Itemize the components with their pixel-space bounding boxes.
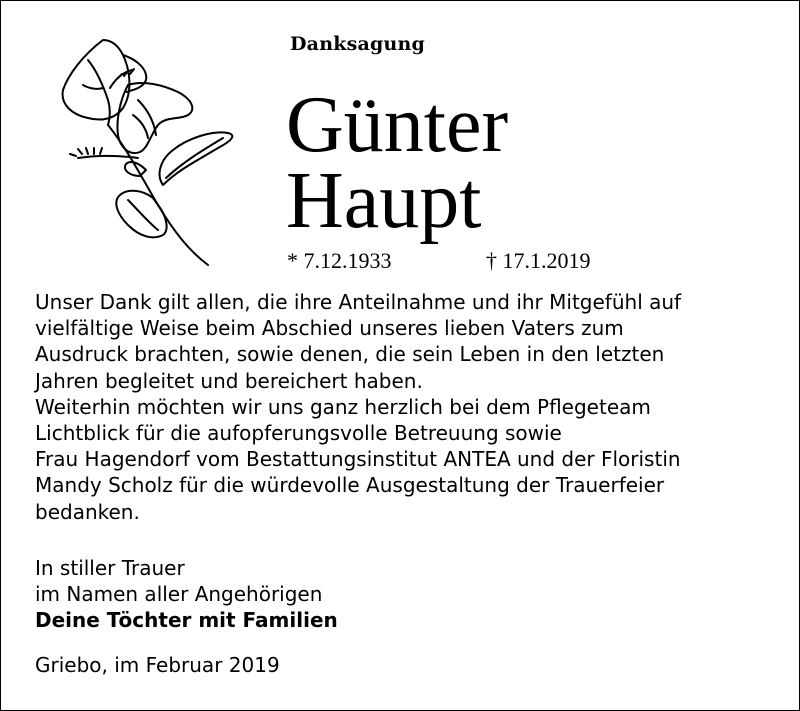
thanks-line: vielfältige Weise beim Abschied unseres lieben Vaters zum (35, 316, 624, 341)
thanks-line: Jahren begleitet und bereichert haben. (35, 368, 423, 393)
thanks-line: bedanken. (35, 499, 140, 524)
notice-label: Danksagung (290, 33, 425, 55)
thanks-line: Lichtblick für die aufopferungsvolle Betreuung sowie (35, 421, 562, 446)
deceased-last-name: Haupt (286, 157, 482, 245)
closing-line: im Namen aller Angehörigen (35, 582, 323, 607)
death-date: † 17.1.2019 (486, 248, 591, 273)
signature: Deine Töchter mit Familien (35, 608, 338, 633)
thanks-line: Weiterhin möchten wir uns ganz herzlich bei dem Pflegeteam (35, 394, 651, 419)
birth-date: * 7.12.1933 (287, 248, 392, 273)
closing-line: In stiller Trauer (35, 556, 185, 580)
place-date: Griebo, im Februar 2019 (35, 653, 280, 677)
closing-block (35, 555, 338, 634)
thanks-line: Unser Dank gilt allen, die ihre Anteilnahme und ihr Mitgefühl auf (35, 290, 682, 314)
calla-lily-icon (48, 30, 238, 270)
thanks-line: Mandy Scholz für die würdevolle Ausgestaltung der Trauerfeier (35, 473, 665, 498)
deceased-first-name: Günter (286, 81, 509, 169)
thanks-text (35, 289, 775, 525)
thanks-line: Ausdruck brachten, sowie denen, die sein Leben in den letzten (35, 342, 665, 367)
thanks-line: Frau Hagendorf vom Bestattungsinstitut ANTEA und der Floristin (35, 447, 681, 472)
